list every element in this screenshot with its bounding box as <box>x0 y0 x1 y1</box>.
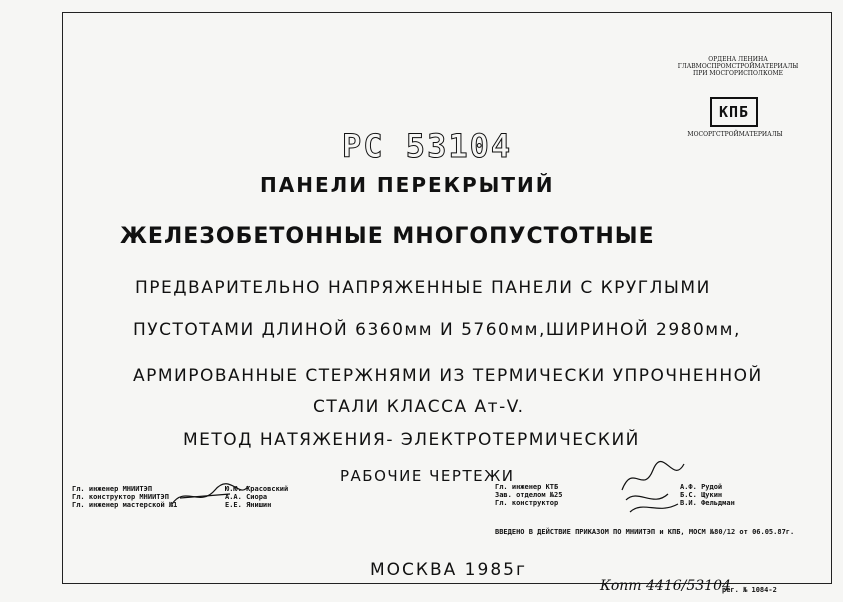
right-name-3: В.И. Фельдман <box>680 499 735 507</box>
working-drawings-label: РАБОЧИЕ ЧЕРТЕЖИ <box>340 467 515 485</box>
left-name-3: Е.Е. Янишин <box>225 501 272 509</box>
description-line-3: АРМИРОВАННЫЕ СТЕРЖНЯМИ ИЗ ТЕРМИЧЕСКИ УПРОЧНЕННОЙ <box>133 366 763 386</box>
document-code: РС 53104 <box>342 127 513 165</box>
left-role-3: Гл. инженер мастерской №1 <box>72 501 178 509</box>
right-signatory-names <box>680 483 735 507</box>
method-line: МЕТОД НАТЯЖЕНИЯ- ЭЛЕКТРОТЕРМИЧЕСКИЙ <box>183 430 640 450</box>
document-title: ПАНЕЛИ ПЕРЕКРЫТИЙ <box>260 173 555 197</box>
city-year: МОСКВА 1985г <box>370 560 527 580</box>
left-role-1: Гл. инженер МНИИТЭП <box>72 485 153 493</box>
right-role-3: Гл. конструктор <box>495 499 559 507</box>
left-signatory-names <box>225 485 288 509</box>
org-line-1: ОРДЕНА ЛЕНИНА <box>708 56 768 63</box>
registration-number: рег. № 1084-2 <box>722 586 777 594</box>
right-name-1: А.Ф. Рудой <box>680 483 723 491</box>
description-line-1: ПРЕДВАРИТЕЛЬНО НАПРЯЖЕННЫЕ ПАНЕЛИ С КРУГЛЫМИ <box>135 278 711 298</box>
right-signature <box>618 460 688 515</box>
description-line-4: СТАЛИ КЛАССА Ат-V. <box>313 397 525 417</box>
enactment-note: ВВЕДЕНО В ДЕЙСТВИЕ ПРИКАЗОМ ПО МНИИТЭП и КПБ, МОСМ №80/12 от 06.05.87г. <box>495 528 795 536</box>
org-line-3: ПРИ МОСГОРИСПОЛКОМЕ <box>692 70 784 77</box>
left-signatory-roles <box>72 485 177 509</box>
logo-caption: МОСОРГСТРОЙМАТЕРИАЛЫ <box>687 131 783 138</box>
left-role-2: Гл. конструктор МНИИТЭП <box>72 493 169 501</box>
document-subtitle: ЖЕЛЕЗОБЕТОННЫЕ МНОГОПУСТОТНЫЕ <box>120 224 655 249</box>
left-name-2: А.А. Сиора <box>225 493 268 501</box>
kpb-logo: КПБ <box>710 97 758 127</box>
right-name-2: Б.С. Щукин <box>680 491 723 499</box>
handwritten-note: Копт 4416/53104 <box>600 578 731 594</box>
right-signatory-roles <box>495 483 562 507</box>
org-line-2: ГЛАВМОСПРОМСТРОЙМАТЕРИАЛЫ <box>677 63 799 70</box>
right-role-2: Зав. отделом №25 <box>495 491 563 499</box>
description-line-2: ПУСТОТАМИ ДЛИНОЙ 6360мм И 5760мм,ШИРИНОЙ 2980мм, <box>133 320 741 340</box>
left-name-1: Ю.Ю. Красовский <box>225 485 289 493</box>
organization-header <box>668 56 808 77</box>
right-role-1: Гл. инженер КТБ <box>495 483 559 491</box>
